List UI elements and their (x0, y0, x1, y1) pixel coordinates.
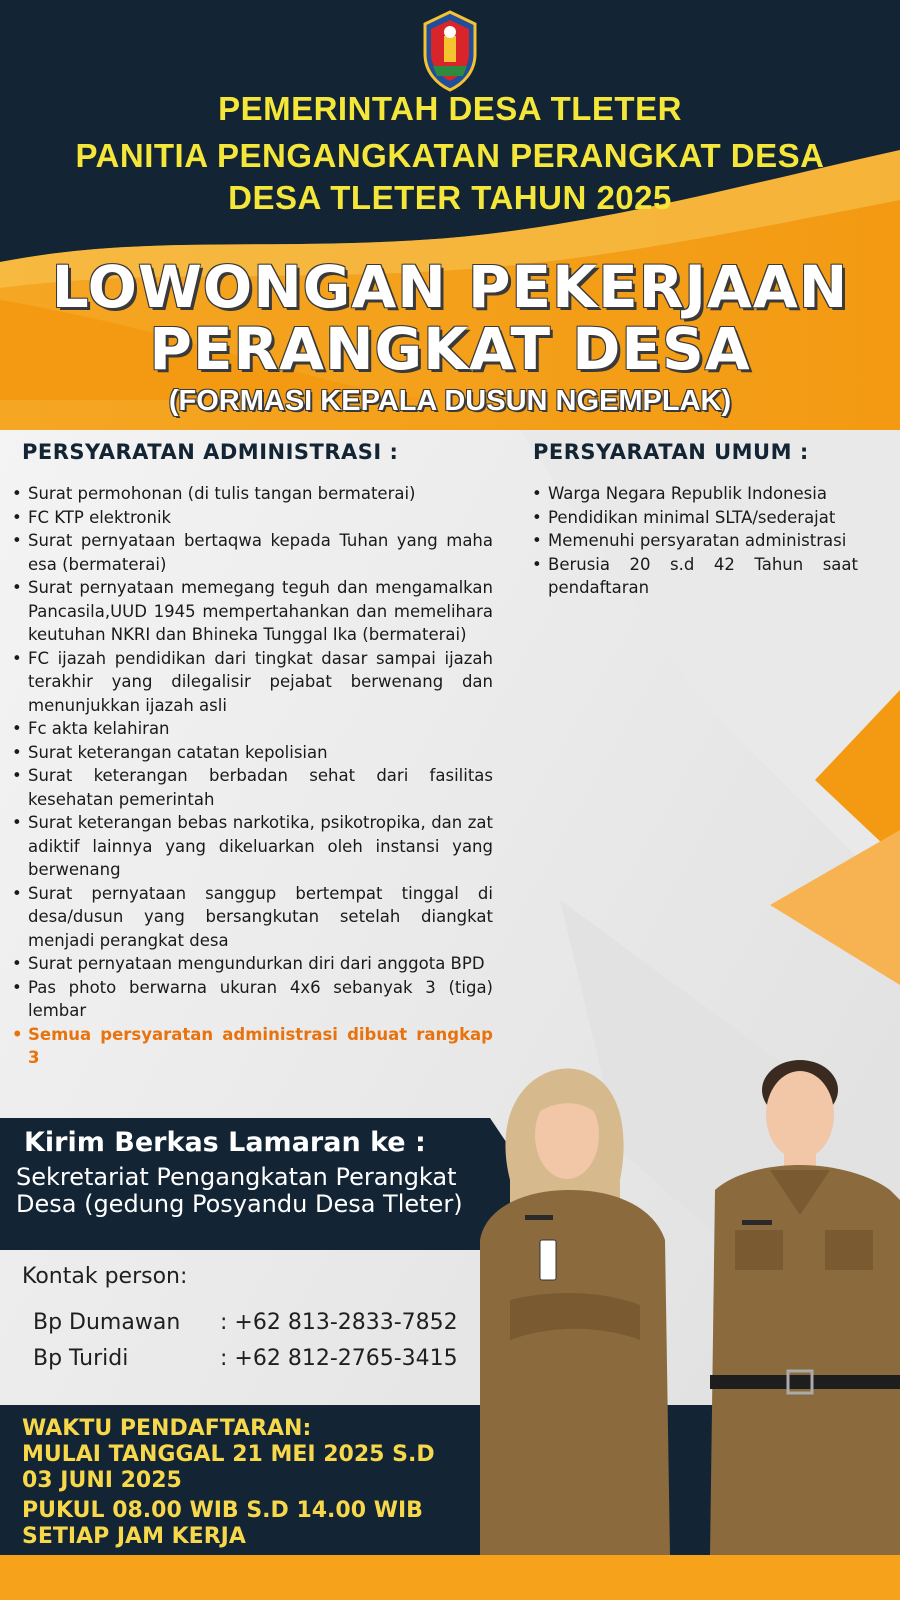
male-official-figure (710, 1060, 900, 1555)
admin-requirements-list (10, 482, 493, 1070)
list-item: • Surat keterangan berbadan sehat dari fasilitas kesehatan pemerintah (10, 764, 493, 811)
contact-phone: : +62 812-2765-3415 (220, 1346, 458, 1371)
registration-workdays: SETIAP JAM KERJA (22, 1524, 246, 1549)
contact-person-label: Kontak person: (22, 1264, 188, 1289)
registration-hours: PUKUL 08.00 WIB S.D 14.00 WIB (22, 1498, 423, 1523)
headline-line-2: PERANGKAT DESA (149, 315, 751, 383)
list-item: • Berusia 20 s.d 42 Tahun saat pendaftaran (530, 553, 858, 600)
general-requirements-list (530, 482, 858, 600)
list-item: • Surat keterangan bebas narkotika, psikotropika, dan zat adiktif lainnya yang dikeluarkan oleh instansi yang berwenang (10, 811, 493, 882)
list-item: • Surat pernyataan memegang teguh dan mengamalkan Pancasila,UUD 1945 mempertahankan dan memelihara keutuhan NKRI dan Bhineka Tunggal Ika (bermaterai) (10, 576, 493, 647)
header-line-committee: PANITIA PENGANGKATAN PERANGKAT DESA (75, 137, 825, 174)
contact-phone: : +62 813-2833-7852 (220, 1310, 458, 1335)
list-item: • Pendidikan minimal SLTA/sederajat (530, 506, 858, 530)
list-item: • Memenuhi persyaratan administrasi (530, 529, 858, 553)
header-line-government: PEMERINTAH DESA TLETER (218, 90, 682, 127)
contact-name: Bp Turidi (33, 1346, 129, 1371)
contact-name: Bp Dumawan (33, 1310, 181, 1335)
list-item: • Surat pernyataan mengundurkan diri dari anggota BPD (10, 952, 493, 976)
admin-requirements-title: PERSYARATAN ADMINISTRASI : (22, 440, 399, 464)
registration-date-end: 03 JUNI 2025 (22, 1468, 182, 1493)
village-emblem-logo (419, 10, 481, 92)
list-item: • Surat keterangan catatan kepolisian (10, 741, 493, 765)
list-item: • Surat permohonan (di tulis tangan bermaterai) (10, 482, 493, 506)
send-application-address: Sekretariat Pengangkatan Perangkat Desa (gedung Posyandu Desa Tleter) (16, 1163, 463, 1218)
list-item: • Fc akta kelahiran (10, 717, 493, 741)
send-application-title: Kirim Berkas Lamaran ke : (24, 1127, 426, 1158)
officials-illustration (470, 1040, 900, 1555)
general-requirements-title: PERSYARATAN UMUM : (533, 440, 809, 464)
headline-line-1: LOWONGAN PEKERJAAN (51, 253, 849, 321)
female-official-figure (480, 1068, 670, 1555)
copies-note: • Semua persyaratan administrasi dibuat rangkap 3 (10, 1023, 493, 1070)
list-item: • Warga Negara Republik Indonesia (530, 482, 858, 506)
header-line-year: DESA TLETER TAHUN 2025 (228, 179, 672, 216)
list-item: • FC ijazah pendidikan dari tingkat dasar sampai ijazah terakhir yang dilegalisir pejabat berwenang dan menunjukkan ijazah asli (10, 647, 493, 718)
list-item: • Pas photo berwarna ukuran 4x6 sebanyak 3 (tiga) lembar (10, 976, 493, 1023)
list-item: • FC KTP elektronik (10, 506, 493, 530)
formasi-subtitle: (FORMASI KEPALA DUSUN NGEMPLAK) (168, 385, 732, 417)
list-item: • Surat pernyataan bertaqwa kepada Tuhan yang maha esa (bermaterai) (10, 529, 493, 576)
registration-time-title: WAKTU PENDAFTARAN: (22, 1416, 312, 1441)
list-item: • Surat pernyataan sanggup bertempat tinggal di desa/dusun yang bersangkutan setelah diangkat menjadi perangkat desa (10, 882, 493, 953)
registration-date-start: MULAI TANGGAL 21 MEI 2025 S.D (22, 1442, 435, 1467)
